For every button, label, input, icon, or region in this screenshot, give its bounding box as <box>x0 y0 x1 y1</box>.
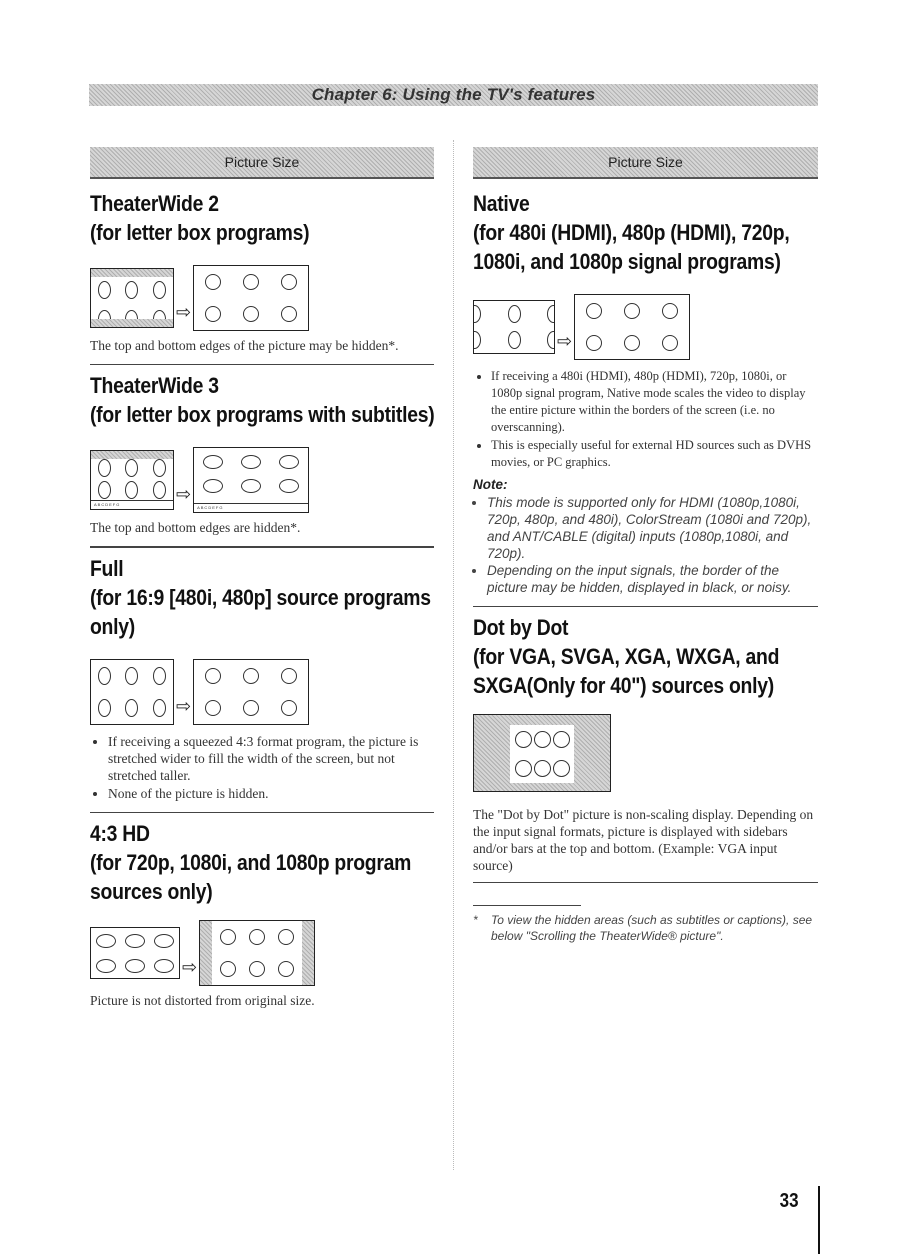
before-screen <box>90 450 174 510</box>
arrow-icon: ⇨ <box>176 302 192 322</box>
heading-title: 4:3 HD <box>90 821 150 846</box>
note-list <box>473 494 818 596</box>
page-number-rule <box>818 1186 820 1254</box>
heading-subtitle: (for letter box programs with subtitles) <box>90 402 435 427</box>
chapter-header <box>89 84 818 106</box>
heading-title: TheaterWide 3 <box>90 373 219 398</box>
list-item: • If receiving a squeezed 4:3 format program, the picture is stretched wider to fill the width of the screen, but not stretched taller. <box>108 733 434 784</box>
heading-subtitle: (for 720p, 1080i, and 1080p program sources only) <box>90 850 412 904</box>
description: The top and bottom edges of the picture may be hidden*. <box>90 338 399 353</box>
picture-size-diagram <box>90 920 434 986</box>
description: The top and bottom edges are hidden*. <box>90 520 301 535</box>
description: Picture is not distorted from original size. <box>90 993 315 1008</box>
theaterwide3-section <box>90 371 434 548</box>
section-heading <box>90 371 435 429</box>
43hd-section <box>90 819 434 1009</box>
heading-title: Native <box>473 191 530 216</box>
left-column <box>90 147 434 1009</box>
picture-size-diagram <box>90 447 434 513</box>
list-item: • This mode is supported only for HDMI (1080p,1080i, 720p, 480p, and 480i), ColorStream (1080i and 720p), and ANT/CABLE (digital) inputs (1080p,1080i, and 720p). <box>487 494 818 562</box>
list-item: • If receiving a 480i (HDMI), 480p (HDMI), 720p, 1080i, or 1080p signal program, Native mode scales the video to display the entire picture within the borders of the screen (i.e. no overscanning). <box>491 368 818 436</box>
section-heading <box>473 613 819 700</box>
after-screen <box>574 294 690 360</box>
section-heading <box>90 554 435 641</box>
divider <box>473 606 818 607</box>
section-heading <box>90 189 435 247</box>
heading-subtitle: (for 16:9 [480i, 480p] source programs only) <box>90 585 431 639</box>
list-item: • None of the picture is hidden. <box>108 785 434 802</box>
after-screen <box>193 659 309 725</box>
section-heading <box>473 189 819 276</box>
theaterwide2-section <box>90 189 434 365</box>
note-title: Note: <box>473 477 508 492</box>
heading-title: Full <box>90 556 124 581</box>
heading-title: Dot by Dot <box>473 615 569 640</box>
before-screen <box>90 927 180 979</box>
section-label-bar <box>473 147 818 179</box>
before-screen <box>90 659 174 725</box>
divider <box>90 546 434 548</box>
caption-strip: ABCDEFG <box>194 503 308 512</box>
section-label: Picture Size <box>224 154 300 170</box>
footnote <box>473 912 818 944</box>
heading-title: TheaterWide 2 <box>90 191 219 216</box>
list-item: • Depending on the input signals, the border of the picture may be hidden, displayed in black, or noisy. <box>487 562 818 596</box>
full-section <box>90 554 434 813</box>
arrow-icon: ⇨ <box>557 331 573 351</box>
after-screen <box>193 265 309 331</box>
list-item: • This is especially useful for external HD sources such as DVHS movies, or PC graphics. <box>491 437 818 471</box>
native-section <box>473 189 818 607</box>
page-number: 33 <box>779 1190 799 1212</box>
bullet-list <box>90 733 434 802</box>
dot-by-dot-diagram <box>473 714 611 792</box>
picture-size-diagram <box>90 659 434 725</box>
heading-subtitle: (for 480i (HDMI), 480p (HDMI), 720p, 1080i, and 1080p signal programs) <box>473 220 790 274</box>
section-heading <box>90 819 435 906</box>
before-screen <box>90 268 174 328</box>
picture-size-diagram <box>473 294 818 360</box>
arrow-icon: ⇨ <box>176 484 192 504</box>
section-label-bar <box>90 147 434 179</box>
right-column <box>473 147 818 944</box>
footnote-mark: * <box>473 913 478 927</box>
dot-by-dot-section <box>473 613 818 883</box>
divider <box>90 364 434 365</box>
after-screen <box>199 920 315 986</box>
caption-strip: ABCDEFG <box>91 500 173 509</box>
column-divider <box>453 140 454 1170</box>
bullet-list <box>473 368 818 471</box>
arrow-icon: ⇨ <box>176 696 192 716</box>
divider <box>90 812 434 813</box>
before-screen <box>473 300 555 354</box>
heading-subtitle: (for letter box programs) <box>90 220 310 245</box>
chapter-title: Chapter 6: Using the TV's features <box>311 85 596 104</box>
footnote-rule <box>473 905 581 906</box>
section-label: Picture Size <box>608 154 683 170</box>
description: The "Dot by Dot" picture is non-scaling display. Depending on the input signal formats, picture is displayed with sidebars and/or bars at the top and bottom. (Example: VGA input source) <box>473 807 814 873</box>
footnote-text: To view the hidden areas (such as subtitles or captions), see below "Scrolling the TheaterWide® picture". <box>491 913 813 943</box>
arrow-icon: ⇨ <box>182 957 198 977</box>
after-screen <box>193 447 309 513</box>
heading-subtitle: (for VGA, SVGA, XGA, WXGA, and SXGA(Only for 40") sources only) <box>473 644 780 698</box>
picture-size-diagram <box>90 265 434 331</box>
divider <box>473 882 818 883</box>
